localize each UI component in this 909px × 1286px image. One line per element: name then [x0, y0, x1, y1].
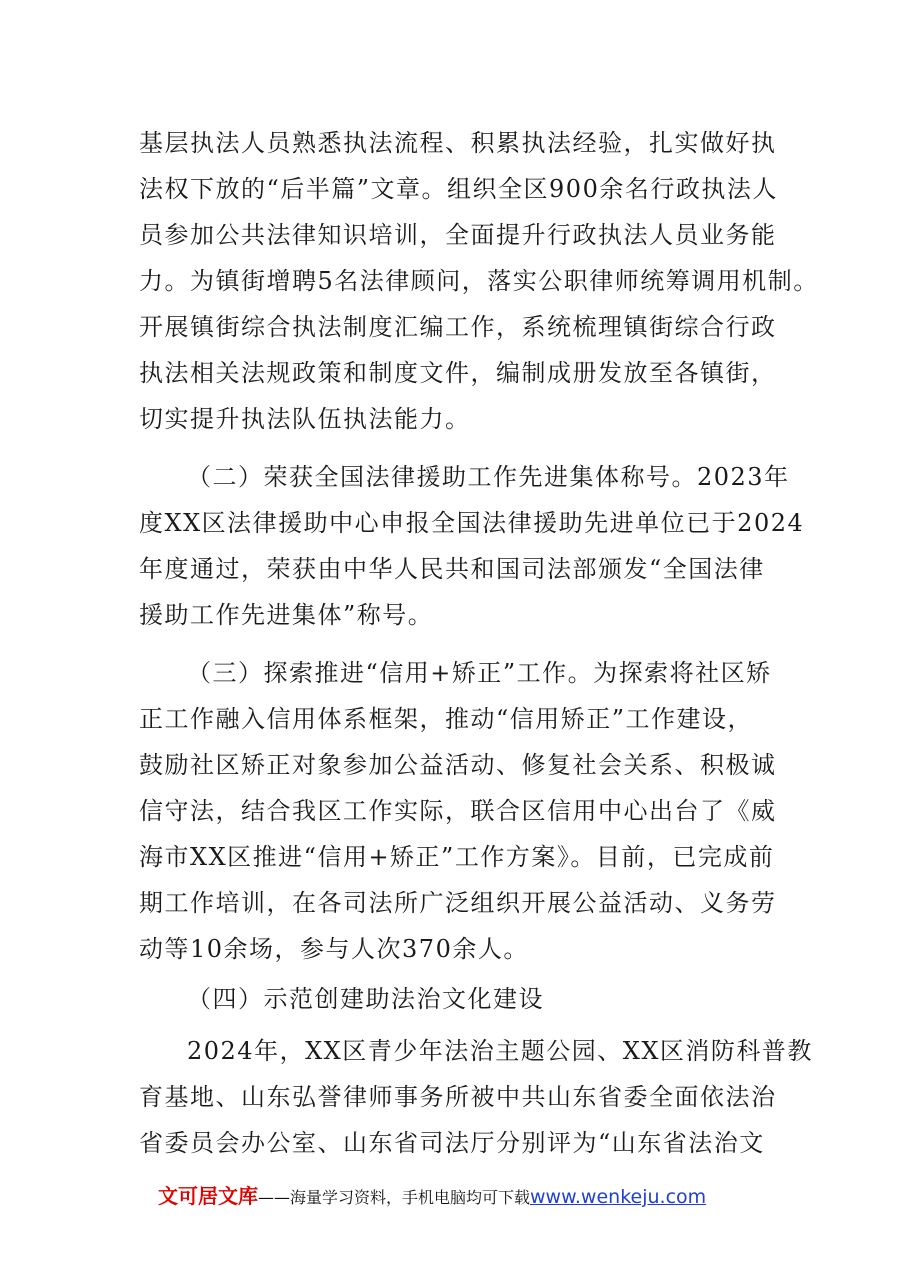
text-line: 基层执法人员熟悉执法流程、积累执法经验，扎实做好执 [139, 129, 777, 157]
footer-link[interactable]: www.wenkeju.com [530, 1186, 707, 1208]
footer-slogan: ——海量学习资料，手机电脑均可下载 [258, 1188, 531, 1207]
text-line: 信守法，结合我区工作实际，联合区信用中心出台了《威 [139, 797, 777, 825]
text-line: 动等10余场，参与人次370余人。 [139, 935, 529, 963]
text-line: 海市XX区推进“信用+矫正”工作方案》。目前，已完成前 [139, 843, 775, 871]
footer-brand: 文可居文库 [158, 1184, 258, 1208]
text-line: 援助工作先进集体”称号。 [139, 601, 434, 629]
text-line: 育基地、山东弘誉律师事务所被中共山东省委全面依法治 [139, 1083, 777, 1111]
text-line: 省委员会办公室、山东省司法厅分别评为“山东省法治文 [139, 1129, 765, 1157]
section-heading-3: （三）探索推进“信用+矫正”工作。为探索将社区矫 [187, 659, 772, 687]
text-line: 鼓励社区矫正对象参加公益活动、修复社会关系、积极诚 [139, 751, 777, 779]
text-line: 正工作融入信用体系框架，推动“信用矫正”工作建设， [139, 705, 754, 733]
text-line: 2024年，XX区青少年法治主题公园、XX区消防科普教 [187, 1037, 813, 1065]
section-heading-4: （四）示范创建助法治文化建设 [187, 985, 544, 1013]
footer-banner [158, 1180, 758, 1210]
text-line: 期工作培训，在各司法所广泛组织开展公益活动、义务劳 [139, 889, 777, 917]
text-line: 员参加公共法律知识培训，全面提升行政执法人员业务能 [139, 221, 777, 249]
text-line: 法权下放的“后半篇”文章。组织全区900余名行政执法人 [139, 175, 778, 203]
text-line: 度XX区法律援助中心申报全国法律援助先进单位已于2024 [139, 509, 805, 537]
text-line: 切实提升执法队伍执法能力。 [139, 405, 471, 433]
section-heading-2: （二）荣获全国法律援助工作先进集体称号。2023年 [187, 463, 790, 491]
text-line: 开展镇街综合执法制度汇编工作，系统梳理镇街综合行政 [139, 313, 777, 341]
text-line: 年度通过，荣获由中华人民共和国司法部颁发“全国法律 [139, 555, 765, 583]
text-line: 执法相关法规政策和制度文件，编制成册发放至各镇街， [139, 359, 777, 387]
text-line: 力。为镇街增聘5名法律顾问，落实公职律师统筹调用机制。 [139, 267, 819, 295]
